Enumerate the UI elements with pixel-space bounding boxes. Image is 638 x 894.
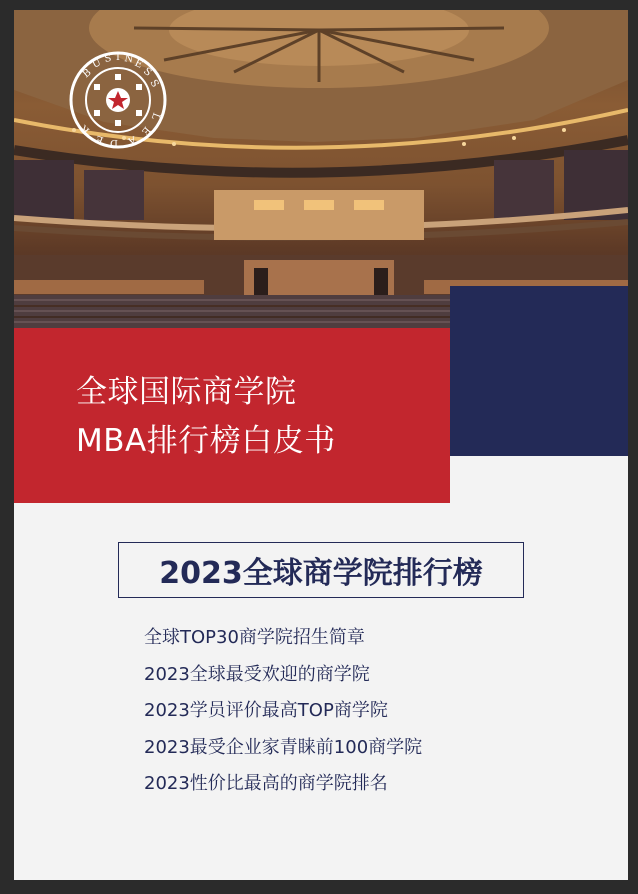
navy-accent-block — [450, 286, 628, 456]
list-item: 2023全球最受欢迎的商学院 — [144, 663, 370, 685]
svg-text:L: L — [148, 110, 162, 121]
list-item: 2023最受企业家青睐前100商学院 — [144, 736, 423, 758]
svg-text:B: B — [80, 67, 94, 81]
svg-text:E: E — [139, 124, 153, 137]
list-item: 2023学员评价最高TOP商学院 — [144, 700, 388, 721]
svg-text:N: N — [123, 53, 135, 66]
section-title-box: 2023全球商学院排行榜 — [118, 542, 524, 598]
svg-text:A: A — [126, 133, 138, 147]
svg-text:S: S — [147, 78, 161, 90]
svg-text:R: R — [79, 122, 93, 136]
svg-text:S: S — [103, 52, 113, 65]
business-leader-seal-logo — [68, 50, 168, 150]
svg-text:E: E — [94, 132, 106, 146]
ranking-topic-list — [144, 620, 422, 803]
cover-title-line1: 全球国际商学院 — [76, 374, 297, 410]
svg-text:E: E — [132, 57, 145, 71]
cover-title — [76, 368, 336, 466]
svg-text:S: S — [141, 65, 154, 79]
svg-text:I: I — [116, 52, 120, 63]
list-item: 全球TOP30商学院招生简章 — [144, 627, 365, 648]
brochure-cover — [14, 10, 628, 880]
svg-text:U: U — [90, 57, 103, 71]
cover-title-line2: MBA排行榜白皮书 — [76, 423, 336, 459]
svg-text:D: D — [109, 137, 118, 148]
list-item: 2023性价比最高的商学院排名 — [144, 773, 388, 794]
